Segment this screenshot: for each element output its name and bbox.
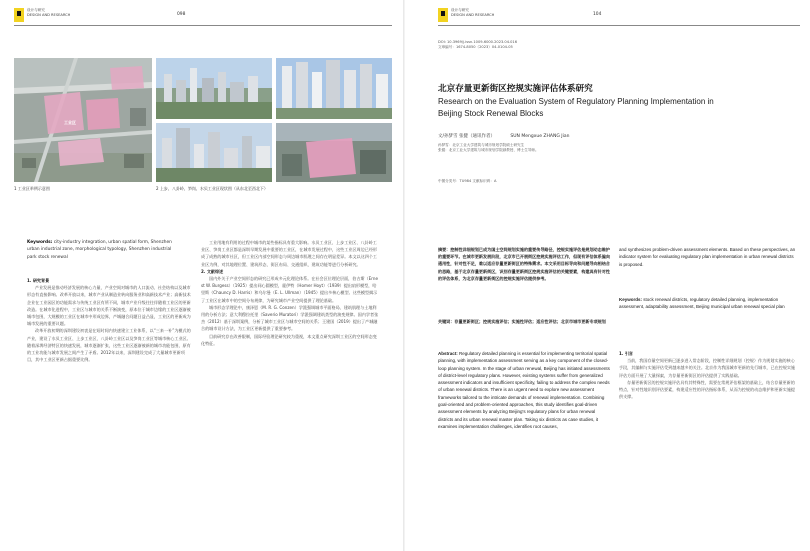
title-en: Research on the Evaluation System of Regulatory Planning Implementation in Beijing Stock Renewal Blocks (438, 97, 714, 118)
header-rule (438, 25, 800, 26)
article-number: 文章编号：1674-8050（2023）04-0104-05 (438, 45, 513, 49)
keywords-en-label: Keywords: (619, 297, 643, 302)
abstract-en-continued-text: and synthesizes problem-driven assessment elements. Based on these perspectives, an indicator system for evaluating regulatory plan implementation in urban renewal districts is proposed. (619, 247, 796, 267)
journal-title (27, 8, 70, 17)
figure-2-caption: 2 上步、八卦岭、笋岗、水贝工业区现状图（从东北至西北下） (156, 186, 268, 191)
left-keywords-text: city-industry integration, urban spatial form, Shenzhen urban industrial zone, morphological typology, Shenzhen industrial park stock renewal (27, 240, 172, 260)
page-number: 098 (177, 12, 186, 17)
doi: DOI: 10.3969/j.issn.1009-6000.2023.04.016 (438, 40, 517, 44)
affiliation: 孙梦雪：北京工业大学建筑与城市规划学院硕士研究生 (438, 143, 525, 147)
authors-cn: 文/孙梦雪 张健（通讯作者） (438, 134, 495, 139)
authors-en: SUN Mengxue ZHANG Jian (510, 134, 570, 139)
left-body-column-2 (201, 239, 379, 545)
aerial-map-svg (14, 58, 152, 182)
paragraph: 改革开放初期的深圳建设初衷是在短时间内快速建立工业体系，以“三来一补”为模式的产业，建设了水贝工业区、上步工业区、八卦岭工业区以及笋岗工业区等城市核心工业区。随着深圳经济特区的快速发展，城市逐渐扩张，这些工业区逐渐被新的城市功能包围，原有的工业功能与城市发展之间产生了矛盾。2012年以来，深圳建设完成了大量城市更新项目，其中工业区更新占据重要比例。 (27, 328, 191, 363)
map-label-industrial: 工业区 (64, 120, 76, 125)
intro-column (619, 350, 797, 545)
affiliation: 张健：北京工业大学建筑与城市规划学院副教授、博士生导师。 (438, 148, 539, 152)
journal-logo-icon (14, 8, 24, 22)
journal-title-en: DESIGN AND RESEARCH (27, 12, 71, 17)
paragraph: 国内外关于产业空间形态的研究已形成多元化理论体系。在社会区位理论层面，伯吉斯（Ernest W. Burgess）（1925）提出同心圆模型，霍伊特（Homer Hoyt）（1939）提出扇形模型，哈里斯（Chauncy D. Harris）和乌尔曼（E. L. Ullman）（1945）提出多核心模型。这些模型揭示了工业区在城市中的空间分布规律，为研究城市产业空间提供了理论基础。 (201, 276, 378, 303)
paragraph: 工业用地有利用的过程中城市的某些指标具有重大影响。水贝工业区、上步工业区、八卦岭工业区、笋岗工业区都是深圳早期发展中重要的工业区，在城市发展过程中，这些工业区周边已经形成了成熟的城市社区，但工业区内部空间形态与周边城市肌理之间存在明显差异。本文以这四个工业区为例，对其地理位置、建筑形态、街区布局、交通组织、建筑功能等进行分析研究。 (201, 240, 378, 267)
abstract-en (438, 350, 610, 545)
title-cn: 北京存量更新街区控规实施评估体系研究 (438, 84, 593, 94)
journal-title (451, 8, 494, 17)
abstract-en-label: Abstract: (438, 351, 458, 356)
abstract-cn (438, 246, 610, 310)
paragraph: 产业发展是推动经济发展的核心力量，产业空间对城市的人口流动、社会结构以及城市形态有直接影响。改革开放以来，城市产业从制造业转向服务业和高新技术产业；高新技术企业在工业园区的功能需求与传统工业区有所不同，城市产业升级往往伴随着工业区的更新改造。在城市化进程中，工业区与城市的关系不断演变，原本位于城市边缘的工业区逐渐被城市包围，大规模的工业区在城市中形成边界，产城融合问题日益凸显，工业区的更新成为城市发展的重要议题。 (27, 285, 191, 327)
left-body-column-1 (27, 277, 192, 545)
abstract-cn-text: 控制性详细规划已成为国土空间规划实施的重要传导路径，控规实施评估是规划动态维护的重要环节。在城市更新发展阶段，北京市已开展街区控规实施评估工作，但现有评估体系偏向通用性，针对性不足，难以适应存量更新街区的特殊需求。本文采用目标导向和问题导向相结合的思路，基于北京存量更新街区，识别存量更新街区控规实施评估的关键要素，构建具有针对性的评估体系，为北京存量更新街区的控规实施评估提供参考。 (438, 247, 610, 281)
keywords-cn (438, 318, 610, 334)
figure-2-photo-grid (156, 58, 392, 182)
figure-1-aerial-map (14, 58, 152, 182)
keywords-cn-label: 关键词： (438, 319, 455, 324)
header-rule (14, 25, 392, 26)
keywords-cn-text: 存量更新街区；控规实施评估；实施性评估；适应性评估；北京市城市更新专项规划 (454, 319, 606, 324)
figure-1-caption: 1 工业区举例示意图 (14, 186, 50, 191)
journal-logo-icon (438, 8, 448, 22)
page-number: 104 (593, 12, 602, 17)
authors (438, 133, 569, 139)
right-page (405, 0, 810, 551)
left-keywords (27, 239, 177, 261)
journal-title-en: DESIGN AND RESEARCH (451, 12, 495, 17)
abstract-en-continued (619, 246, 797, 290)
keywords-en-text: stock renewal districts, regulatory detailed planning, implementation assessment, adaptability assessment, Beijing municipal urban renewal special plan (619, 297, 785, 310)
paragraph: 存量更新街区的控规实施评估具有其特殊性，需要在常规评估框架的基础上，结合存量更新的特点，针对性地识别评估要素，构建适应性的评估指标体系，从而为控规的动态维护和更新实施提供支撑。 (619, 379, 796, 400)
section-heading-1: 1. 研究背景 (27, 278, 50, 283)
abstract-en-text: Regulatory detailed planning is essential for implementing territorial spatial planning, with implementation assessment serving as a key component of the closed-loop planning system. In the stage of urban renewal, Beijing has initiated assessments of district-level regulatory plans. However, existing systems suffer from generalized assessment indicators and insufficient specificity, failing to address the complex needs of urban renewal districts. There is an urgent need to explore new assessment frameworks tailored to the intricate demands of renewal implementation. Combining goal-oriented and problem-oriented approaches, this study identifies goal-driven assessment elements by analyzing Beijing's regulatory plans for urban renewal districts and its urban renewal master plan. Taking six districts as case studies, it examines implementation challenges, identifies root causes, (438, 351, 610, 429)
journal-title-cn: 设计与研究 (27, 8, 45, 12)
journal-title-cn: 设计与研究 (451, 8, 469, 12)
photo-grid-svg (156, 58, 392, 182)
abstract-cn-label: 摘要： (438, 247, 451, 252)
article-meta (438, 40, 678, 50)
paragraph: 城市形态学理论中，康泽恩（M. R. G. Conzen）学派强调城市平面格局、建筑肌理与土地利用的分析方法；意大利穆拉托里（Saverio Muratori）学派强调建筑类型的演变规律。国内学者张杰（2012）基于深圳案例，分析了城市工业区与城市空间的关系；王建国（2019）提出了产城融合的城市设计方法，为工业区更新提供了重要参考。 (201, 304, 379, 332)
keywords-en (619, 296, 797, 326)
paragraph: 当前，我国存量空间更新已逐步进入常态阶段，控制性详细规划（控规）作为规划实施的核心手段，其编制与实施评估受到越来越多的关注。北京作为我国城市更新的先行城市，已在控规实施评估方面开展了大量探索，为存量更新街区的评估提供了实践基础。 (619, 358, 796, 378)
intro-heading: 1. 引言 (619, 351, 634, 356)
section-heading-2: 2. 文献综述 (201, 268, 224, 274)
paragraph: 目前研究存在改善限制，国际经验理论研究较为重视，本文重点研究深圳工业区的空间形态变化特征。 (201, 333, 377, 346)
classification: 中图分类号：TU984 文献标识码：A (438, 179, 497, 183)
left-keywords-label: Keywords: (27, 240, 53, 245)
affiliations (438, 143, 698, 153)
